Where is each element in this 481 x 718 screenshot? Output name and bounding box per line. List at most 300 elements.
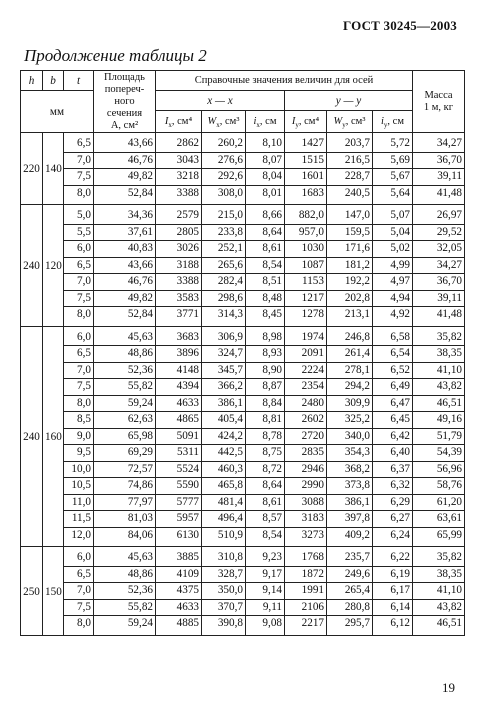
- cell-t: 6,5: [64, 133, 94, 153]
- table-header: [21, 71, 465, 133]
- cell-Wx: 314,3: [202, 307, 246, 327]
- cell-ix: 8,48: [246, 290, 285, 307]
- cell-mass: 34,27: [413, 257, 465, 274]
- cell-Wy: 397,8: [327, 511, 373, 528]
- table-row: [21, 362, 465, 379]
- cell-area: 46,76: [94, 152, 156, 169]
- cell-area: 65,98: [94, 428, 156, 445]
- table-group: [21, 205, 465, 327]
- cell-iy: 6,52: [373, 362, 413, 379]
- cell-mass: 29,52: [413, 224, 465, 241]
- col-unit-mm: мм: [21, 91, 94, 133]
- cell-area: 48,86: [94, 346, 156, 363]
- cell-h: 220: [21, 133, 43, 205]
- cell-Ix: 5957: [156, 511, 202, 528]
- cell-mass: 43,82: [413, 599, 465, 616]
- cell-area: 52,84: [94, 307, 156, 327]
- cell-ix: 9,17: [246, 566, 285, 583]
- cell-mass: 41,48: [413, 307, 465, 327]
- cell-Wx: 233,8: [202, 224, 246, 241]
- table-row: [21, 307, 465, 327]
- table-row: [21, 428, 465, 445]
- cell-Wx: 481,4: [202, 494, 246, 511]
- cell-Wy: 409,2: [327, 527, 373, 547]
- cell-t: 6,5: [64, 257, 94, 274]
- cell-Iy: 2106: [285, 599, 327, 616]
- cell-area: 72,57: [94, 461, 156, 478]
- cell-Ix: 3896: [156, 346, 202, 363]
- cell-ix: 8,54: [246, 527, 285, 547]
- cell-ix: 8,84: [246, 395, 285, 412]
- cell-ix: 8,01: [246, 185, 285, 205]
- cell-iy: 6,58: [373, 326, 413, 346]
- cell-iy: 5,67: [373, 169, 413, 186]
- cell-Wy: 159,5: [327, 224, 373, 241]
- area-line-5: A, см²: [110, 119, 139, 131]
- cell-Iy: 1991: [285, 583, 327, 600]
- Iy-sub: y: [295, 120, 299, 129]
- col-area: [94, 71, 156, 133]
- table-row: [21, 185, 465, 205]
- cell-mass: 39,11: [413, 290, 465, 307]
- cell-ix: 8,04: [246, 169, 285, 186]
- cell-Wy: 278,1: [327, 362, 373, 379]
- cell-mass: 65,99: [413, 527, 465, 547]
- table-row: [21, 205, 465, 225]
- cell-area: 52,36: [94, 362, 156, 379]
- cell-Wy: 261,4: [327, 346, 373, 363]
- cell-Wy: 202,8: [327, 290, 373, 307]
- cell-mass: 35,82: [413, 547, 465, 567]
- cell-ix: 8,87: [246, 379, 285, 396]
- Wx-symbol: W: [207, 115, 217, 127]
- cell-Wy: 265,4: [327, 583, 373, 600]
- cell-area: 81,03: [94, 511, 156, 528]
- cell-t: 7,5: [64, 379, 94, 396]
- cell-area: 59,24: [94, 616, 156, 636]
- table-row: [21, 445, 465, 462]
- cell-Ix: 3188: [156, 257, 202, 274]
- cell-Iy: 1030: [285, 241, 327, 258]
- cell-b: 120: [43, 205, 64, 327]
- cell-iy: 6,49: [373, 379, 413, 396]
- cell-t: 6,5: [64, 346, 94, 363]
- cell-Ix: 6130: [156, 527, 202, 547]
- table-row: [21, 346, 465, 363]
- cell-ix: 8,45: [246, 307, 285, 327]
- col-t: t: [64, 71, 94, 91]
- cell-Iy: 1087: [285, 257, 327, 274]
- iy-unit: , см: [387, 115, 404, 127]
- cell-Wy: 147,0: [327, 205, 373, 225]
- table-row: [21, 133, 465, 153]
- col-Wx: [202, 111, 246, 133]
- cell-Ix: 3388: [156, 185, 202, 205]
- cell-t: 7,5: [64, 599, 94, 616]
- cell-mass: 41,10: [413, 362, 465, 379]
- cell-iy: 4,99: [373, 257, 413, 274]
- table-container: [20, 70, 464, 636]
- mass-line-1: Масса: [424, 89, 453, 101]
- cell-ix: 8,98: [246, 326, 285, 346]
- cell-iy: 5,04: [373, 224, 413, 241]
- cell-mass: 32,05: [413, 241, 465, 258]
- area-line-3: ного: [114, 95, 135, 107]
- cell-Ix: 3771: [156, 307, 202, 327]
- cell-Wy: 228,7: [327, 169, 373, 186]
- cell-ix: 8,64: [246, 224, 285, 241]
- col-reference-values: Справочные значения величин для осей: [156, 71, 413, 91]
- Iy-symbol: I: [291, 115, 296, 127]
- cell-Wx: 265,6: [202, 257, 246, 274]
- cell-Ix: 3683: [156, 326, 202, 346]
- cell-area: 37,61: [94, 224, 156, 241]
- cell-t: 7,0: [64, 362, 94, 379]
- cell-ix: 8,51: [246, 274, 285, 291]
- cell-iy: 6,22: [373, 547, 413, 567]
- cell-area: 43,66: [94, 133, 156, 153]
- cell-Iy: 1217: [285, 290, 327, 307]
- cell-Iy: 2354: [285, 379, 327, 396]
- cell-iy: 6,27: [373, 511, 413, 528]
- cell-Iy: 1601: [285, 169, 327, 186]
- table-row: [21, 547, 465, 567]
- cell-iy: 6,40: [373, 445, 413, 462]
- cell-t: 7,5: [64, 169, 94, 186]
- table-row: [21, 326, 465, 346]
- cell-Wx: 298,6: [202, 290, 246, 307]
- cell-Wx: 350,0: [202, 583, 246, 600]
- col-axis-y: y — y: [285, 91, 413, 111]
- cell-area: 34,36: [94, 205, 156, 225]
- col-Wy: [327, 111, 373, 133]
- cell-Wy: 192,2: [327, 274, 373, 291]
- cell-mass: 58,76: [413, 478, 465, 495]
- cell-t: 12,0: [64, 527, 94, 547]
- cell-t: 7,0: [64, 274, 94, 291]
- cell-iy: 6,45: [373, 412, 413, 429]
- cell-ix: 8,72: [246, 461, 285, 478]
- cell-iy: 6,47: [373, 395, 413, 412]
- cell-ix: 8,90: [246, 362, 285, 379]
- table-row: [21, 494, 465, 511]
- cell-area: 48,86: [94, 566, 156, 583]
- col-mass: [413, 71, 465, 133]
- cell-Iy: 2990: [285, 478, 327, 495]
- cell-area: 43,66: [94, 257, 156, 274]
- cell-area: 69,29: [94, 445, 156, 462]
- cell-t: 10,0: [64, 461, 94, 478]
- cell-iy: 6,12: [373, 616, 413, 636]
- cell-Wy: 235,7: [327, 547, 373, 567]
- cell-Ix: 5777: [156, 494, 202, 511]
- cell-b: 150: [43, 547, 64, 636]
- cell-t: 7,0: [64, 152, 94, 169]
- cell-area: 52,84: [94, 185, 156, 205]
- cell-Iy: 1427: [285, 133, 327, 153]
- cell-ix: 8,54: [246, 257, 285, 274]
- cell-mass: 39,11: [413, 169, 465, 186]
- iy-symbol: i: [381, 115, 384, 127]
- table-row: [21, 478, 465, 495]
- table-row: [21, 379, 465, 396]
- cell-Ix: 2805: [156, 224, 202, 241]
- cell-Iy: 1872: [285, 566, 327, 583]
- cell-Ix: 4633: [156, 395, 202, 412]
- cell-iy: 6,14: [373, 599, 413, 616]
- cell-ix: 9,23: [246, 547, 285, 567]
- ix-symbol: i: [253, 115, 257, 127]
- cell-Wx: 442,5: [202, 445, 246, 462]
- cell-iy: 6,54: [373, 346, 413, 363]
- cell-t: 7,0: [64, 583, 94, 600]
- cell-Wx: 276,6: [202, 152, 246, 169]
- cell-Iy: 3183: [285, 511, 327, 528]
- cell-Wx: 345,7: [202, 362, 246, 379]
- Wy-unit: , см³: [345, 115, 366, 127]
- cell-Wy: 203,7: [327, 133, 373, 153]
- cell-Wx: 386,1: [202, 395, 246, 412]
- table-row: [21, 152, 465, 169]
- cell-mass: 46,51: [413, 395, 465, 412]
- cell-Ix: 4633: [156, 599, 202, 616]
- cell-iy: 4,97: [373, 274, 413, 291]
- cell-Wy: 216,5: [327, 152, 373, 169]
- col-Ix: [156, 111, 202, 133]
- cell-ix: 8,93: [246, 346, 285, 363]
- cell-Iy: 1153: [285, 274, 327, 291]
- cell-Wy: 246,8: [327, 326, 373, 346]
- cell-t: 6,0: [64, 547, 94, 567]
- cell-Ix: 5524: [156, 461, 202, 478]
- cell-Ix: 3583: [156, 290, 202, 307]
- data-table: [20, 70, 465, 636]
- cell-Wx: 496,4: [202, 511, 246, 528]
- cell-Wx: 260,2: [202, 133, 246, 153]
- cell-ix: 8,07: [246, 152, 285, 169]
- cell-Wy: 213,1: [327, 307, 373, 327]
- cell-mass: 43,82: [413, 379, 465, 396]
- cell-h: 240: [21, 326, 43, 547]
- ix-unit: , см: [259, 115, 277, 127]
- cell-h: 240: [21, 205, 43, 327]
- table-row: [21, 224, 465, 241]
- cell-iy: 6,29: [373, 494, 413, 511]
- Ix-sub: x: [168, 120, 172, 129]
- cell-Ix: 5091: [156, 428, 202, 445]
- table-row: [21, 274, 465, 291]
- cell-t: 6,0: [64, 326, 94, 346]
- cell-Wx: 252,1: [202, 241, 246, 258]
- table-group: [21, 326, 465, 547]
- cell-Wy: 280,8: [327, 599, 373, 616]
- cell-ix: 9,14: [246, 583, 285, 600]
- Ix-unit: , см⁴: [171, 115, 193, 127]
- cell-Iy: 882,0: [285, 205, 327, 225]
- cell-iy: 6,24: [373, 527, 413, 547]
- cell-iy: 5,64: [373, 185, 413, 205]
- cell-t: 10,5: [64, 478, 94, 495]
- cell-mass: 51,79: [413, 428, 465, 445]
- cell-Iy: 3088: [285, 494, 327, 511]
- table-caption: Продолжение таблицы 2: [24, 46, 207, 65]
- cell-b: 140: [43, 133, 64, 205]
- Iy-unit: , см⁴: [298, 115, 320, 127]
- col-axis-x: x — x: [156, 91, 285, 111]
- cell-t: 8,0: [64, 395, 94, 412]
- table-row: [21, 566, 465, 583]
- table-row: [21, 461, 465, 478]
- cell-Wy: 240,5: [327, 185, 373, 205]
- cell-t: 5,5: [64, 224, 94, 241]
- cell-area: 49,82: [94, 169, 156, 186]
- cell-Wx: 370,7: [202, 599, 246, 616]
- cell-iy: 6,42: [373, 428, 413, 445]
- cell-Wx: 282,4: [202, 274, 246, 291]
- cell-Iy: 1768: [285, 547, 327, 567]
- cell-area: 55,82: [94, 599, 156, 616]
- table-row: [21, 616, 465, 636]
- cell-area: 45,63: [94, 326, 156, 346]
- table-row: [21, 583, 465, 600]
- cell-mass: 49,16: [413, 412, 465, 429]
- Wx-unit: , см³: [219, 115, 240, 127]
- cell-Wx: 405,4: [202, 412, 246, 429]
- cell-mass: 63,61: [413, 511, 465, 528]
- cell-Iy: 957,0: [285, 224, 327, 241]
- cell-iy: 5,02: [373, 241, 413, 258]
- cell-Wx: 324,7: [202, 346, 246, 363]
- cell-iy: 4,94: [373, 290, 413, 307]
- cell-Wx: 328,7: [202, 566, 246, 583]
- cell-t: 9,5: [64, 445, 94, 462]
- cell-Iy: 1278: [285, 307, 327, 327]
- cell-mass: 38,35: [413, 566, 465, 583]
- table-row: [21, 290, 465, 307]
- cell-t: 5,0: [64, 205, 94, 225]
- col-iy: [373, 111, 413, 133]
- cell-iy: 4,92: [373, 307, 413, 327]
- cell-Wx: 465,8: [202, 478, 246, 495]
- col-b: b: [43, 71, 64, 91]
- cell-mass: 36,70: [413, 152, 465, 169]
- col-h: h: [21, 71, 43, 91]
- cell-area: 52,36: [94, 583, 156, 600]
- cell-Wx: 292,6: [202, 169, 246, 186]
- cell-t: 8,0: [64, 307, 94, 327]
- table-row: [21, 599, 465, 616]
- table-row: [21, 169, 465, 186]
- cell-Iy: 2224: [285, 362, 327, 379]
- cell-iy: 6,19: [373, 566, 413, 583]
- cell-iy: 5,72: [373, 133, 413, 153]
- cell-Ix: 4885: [156, 616, 202, 636]
- cell-Ix: 3885: [156, 547, 202, 567]
- table-row: [21, 241, 465, 258]
- cell-ix: 8,66: [246, 205, 285, 225]
- cell-Iy: 2217: [285, 616, 327, 636]
- cell-ix: 8,81: [246, 412, 285, 429]
- cell-Wy: 354,3: [327, 445, 373, 462]
- cell-Ix: 3218: [156, 169, 202, 186]
- cell-t: 8,0: [64, 616, 94, 636]
- cell-t: 6,5: [64, 566, 94, 583]
- cell-ix: 8,61: [246, 241, 285, 258]
- cell-t: 11,5: [64, 511, 94, 528]
- Wy-sub: y: [342, 120, 346, 129]
- table-row: [21, 511, 465, 528]
- cell-Wy: 171,6: [327, 241, 373, 258]
- cell-mass: 56,96: [413, 461, 465, 478]
- col-ix: [246, 111, 285, 133]
- cell-mass: 46,51: [413, 616, 465, 636]
- cell-Wy: 368,2: [327, 461, 373, 478]
- cell-ix: 8,61: [246, 494, 285, 511]
- Ix-symbol: I: [164, 115, 169, 127]
- cell-Wy: 294,2: [327, 379, 373, 396]
- cell-Wy: 295,7: [327, 616, 373, 636]
- cell-Ix: 3388: [156, 274, 202, 291]
- cell-Iy: 2091: [285, 346, 327, 363]
- cell-Wy: 340,0: [327, 428, 373, 445]
- cell-mass: 26,97: [413, 205, 465, 225]
- cell-t: 7,5: [64, 290, 94, 307]
- cell-area: 55,82: [94, 379, 156, 396]
- area-line-1: Площадь: [104, 71, 145, 83]
- col-Iy: [285, 111, 327, 133]
- cell-mass: 34,27: [413, 133, 465, 153]
- cell-ix: 9,08: [246, 616, 285, 636]
- cell-Ix: 3043: [156, 152, 202, 169]
- cell-Wy: 309,9: [327, 395, 373, 412]
- table-row: [21, 395, 465, 412]
- cell-Wx: 510,9: [202, 527, 246, 547]
- cell-mass: 41,48: [413, 185, 465, 205]
- cell-Iy: 1515: [285, 152, 327, 169]
- Wy-symbol: W: [333, 115, 343, 127]
- cell-iy: 5,07: [373, 205, 413, 225]
- cell-iy: 6,32: [373, 478, 413, 495]
- table-group: [21, 133, 465, 205]
- cell-Wx: 366,2: [202, 379, 246, 396]
- cell-Iy: 1974: [285, 326, 327, 346]
- cell-t: 11,0: [64, 494, 94, 511]
- cell-Wy: 181,2: [327, 257, 373, 274]
- cell-area: 74,86: [94, 478, 156, 495]
- cell-Wx: 308,0: [202, 185, 246, 205]
- cell-Ix: 2579: [156, 205, 202, 225]
- cell-iy: 6,37: [373, 461, 413, 478]
- cell-ix: 8,78: [246, 428, 285, 445]
- cell-Ix: 4394: [156, 379, 202, 396]
- cell-Iy: 2602: [285, 412, 327, 429]
- cell-Wy: 373,8: [327, 478, 373, 495]
- cell-Ix: 4865: [156, 412, 202, 429]
- cell-Wy: 325,2: [327, 412, 373, 429]
- cell-mass: 38,35: [413, 346, 465, 363]
- cell-area: 40,83: [94, 241, 156, 258]
- cell-ix: 8,64: [246, 478, 285, 495]
- cell-ix: 8,75: [246, 445, 285, 462]
- cell-Ix: 3026: [156, 241, 202, 258]
- cell-mass: 54,39: [413, 445, 465, 462]
- area-line-2: попереч-: [104, 83, 145, 95]
- Wx-sub: x: [216, 120, 220, 129]
- cell-Wx: 424,2: [202, 428, 246, 445]
- ix-sub: x: [256, 120, 260, 129]
- cell-Ix: 4148: [156, 362, 202, 379]
- cell-t: 6,0: [64, 241, 94, 258]
